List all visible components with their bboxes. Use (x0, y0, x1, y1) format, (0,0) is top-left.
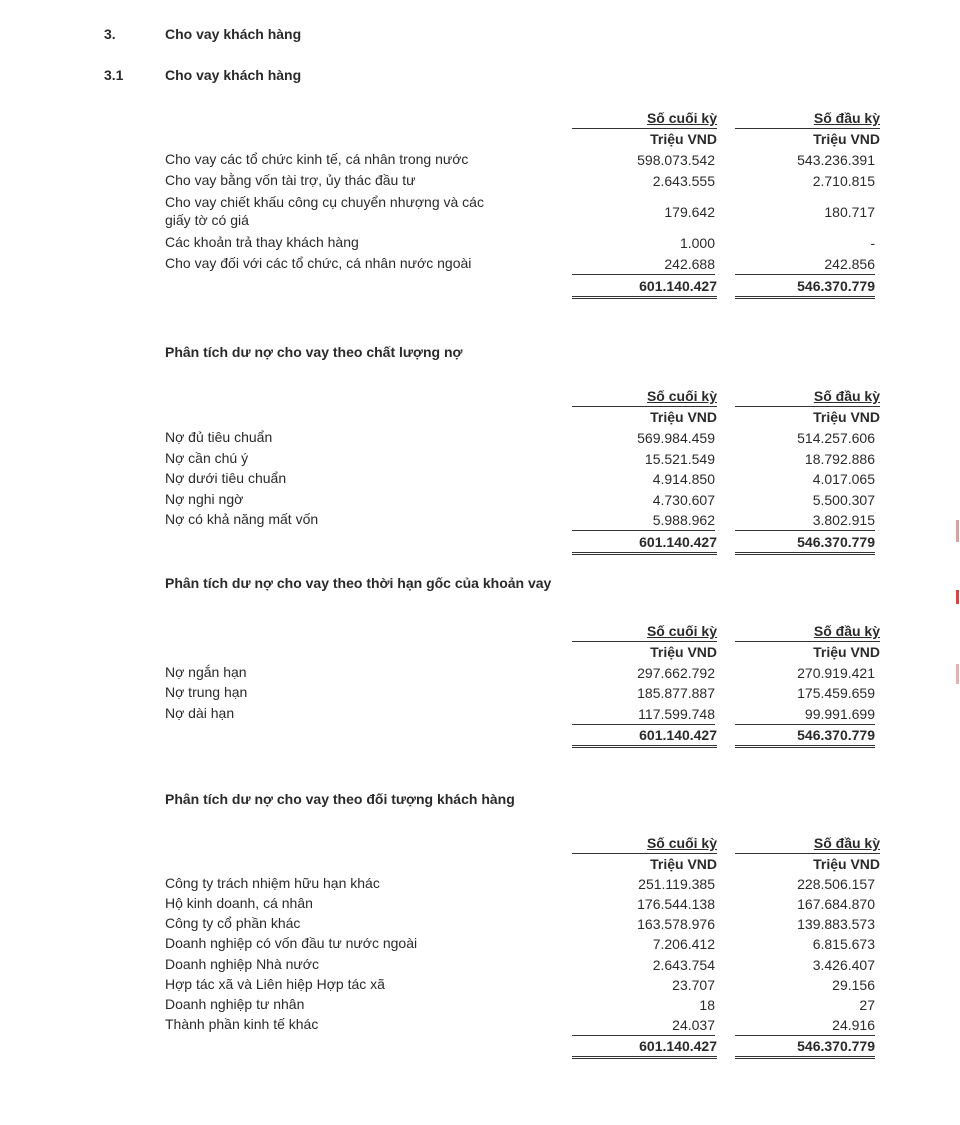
row-value-begin: 99.991.699 (735, 704, 875, 725)
row-label: Doanh nghiệp tư nhân (165, 996, 305, 1012)
row-value-end: 4.730.607 (652, 492, 715, 508)
col-header-end-unit: Triệu VND (572, 641, 717, 662)
col-header-begin-unit: Triệu VND (735, 406, 880, 427)
total-begin: 546.370.779 (735, 276, 875, 299)
row-value-begin: 543.236.391 (797, 152, 875, 168)
col-header-begin-unit: Triệu VND (735, 641, 880, 662)
col-header-end-unit: Triệu VND (572, 406, 717, 427)
row-value-end: 185.877.887 (637, 685, 715, 701)
col-header-begin-label: Số đầu kỳ (813, 835, 880, 851)
quality-title: Phân tích dư nợ cho vay theo chất lượng nợ (165, 344, 463, 360)
row-value-begin: 2.710.815 (812, 173, 875, 189)
row-value-end: 1.000 (679, 235, 715, 251)
subsection-title: Cho vay khách hàng (165, 67, 302, 83)
row-value-end: 23.707 (672, 977, 715, 993)
row-value-begin: 3.802.915 (735, 510, 875, 531)
row-value-begin: 242.856 (735, 254, 875, 275)
row-label: Hợp tác xã và Liên hiệp Hợp tác xã (165, 976, 385, 992)
col-header-end (572, 386, 717, 427)
col-header-end (572, 108, 717, 149)
col-header-end-unit: Triệu VND (572, 128, 717, 149)
col-header-begin-label: Số đầu kỳ (813, 388, 880, 404)
total-end: 601.140.427 (572, 276, 717, 299)
row-value-begin: 3.426.407 (812, 957, 875, 973)
row-value-begin: 6.815.673 (812, 936, 875, 952)
col-header-end-label: Số cuối kỳ (646, 110, 717, 126)
row-label: Nợ dài hạn (165, 705, 235, 721)
row-value-begin: 514.257.606 (797, 430, 875, 446)
term-title: Phân tích dư nợ cho vay theo thời hạn gốc của khoản vay (165, 575, 552, 591)
col-header-begin (735, 833, 880, 874)
col-header-end-unit: Triệu VND (572, 853, 717, 874)
row-value-begin: 5.500.307 (812, 492, 875, 508)
row-value-end: 117.599.748 (572, 704, 715, 725)
scan-mark (956, 590, 959, 604)
total-end: 601.140.427 (572, 532, 717, 555)
total-begin: 546.370.779 (735, 1036, 875, 1059)
subsection-number: 3.1 (104, 67, 124, 83)
scan-mark (956, 664, 959, 684)
col-header-begin (735, 108, 880, 149)
row-value-end: 2.643.754 (652, 957, 715, 973)
row-value-begin: 139.883.573 (797, 916, 875, 932)
row-label: Cho vay các tổ chức kinh tế, cá nhân trong nước (165, 151, 469, 167)
row-label: Các khoản trả thay khách hàng (165, 234, 359, 250)
row-value-end: 18 (699, 997, 715, 1013)
row-label: Công ty cổ phần khác (165, 915, 301, 931)
row-value-begin: 24.916 (735, 1015, 875, 1036)
row-value-end: 251.119.385 (638, 876, 715, 892)
row-value-end: 5.988.962 (572, 510, 715, 531)
row-value-end: 598.073.542 (637, 152, 715, 168)
row-label: Nợ có khả năng mất vốn (165, 511, 319, 527)
row-value-begin: 27 (859, 997, 875, 1013)
row-label: Nợ cần chú ý (165, 450, 249, 466)
row-value-end: 7.206.412 (652, 936, 715, 952)
col-header-begin (735, 621, 880, 662)
row-value-end: 242.688 (572, 254, 715, 275)
row-value-end: 2.643.555 (652, 173, 715, 189)
scan-mark (956, 520, 959, 542)
col-header-end-label: Số cuối kỳ (646, 835, 717, 851)
row-label: Công ty trách nhiệm hữu hạn khác (165, 875, 380, 891)
row-value-begin: 180.717 (824, 204, 875, 220)
row-value-begin: - (870, 235, 875, 251)
row-label: Nợ trung hạn (165, 684, 248, 700)
row-label: Doanh nghiệp có vốn đầu tư nước ngoài (165, 935, 418, 951)
col-header-begin-unit: Triệu VND (735, 128, 880, 149)
row-label: Nợ dưới tiêu chuẩn (165, 470, 287, 486)
row-value-begin: 175.459.659 (797, 685, 875, 701)
row-label: Hộ kinh doanh, cá nhân (165, 895, 313, 911)
customer-title: Phân tích dư nợ cho vay theo đối tượng khách hàng (165, 791, 515, 807)
section-title: Cho vay khách hàng (165, 26, 302, 42)
col-header-end-label: Số cuối kỳ (646, 623, 717, 639)
row-value-begin: 270.919.421 (797, 665, 875, 681)
col-header-begin-label: Số đầu kỳ (813, 110, 880, 126)
total-end: 601.140.427 (572, 725, 717, 748)
row-label: Nợ nghi ngờ (165, 491, 244, 507)
row-value-begin: 167.684.870 (797, 896, 875, 912)
row-value-end: 297.662.792 (637, 665, 715, 681)
row-value-end: 24.037 (572, 1015, 715, 1036)
col-header-begin (735, 386, 880, 427)
row-value-begin: 29.156 (832, 977, 875, 993)
row-label: Cho vay chiết khấu công cụ chuyển nhượng và các giấy tờ có giá (165, 194, 484, 228)
col-header-end (572, 833, 717, 874)
col-header-begin-label: Số đầu kỳ (813, 623, 880, 639)
row-label: Cho vay bằng vốn tài trợ, ủy thác đầu tư (165, 172, 416, 188)
row-label: Doanh nghiệp Nhà nước (165, 956, 319, 972)
col-header-begin-unit: Triệu VND (735, 853, 880, 874)
row-value-end: 176.544.138 (637, 896, 715, 912)
row-label: Cho vay đối với các tổ chức, cá nhân nước ngoài (165, 255, 472, 271)
row-value-end: 15.521.549 (644, 451, 715, 467)
col-header-end-label: Số cuối kỳ (646, 388, 717, 404)
row-value-end: 4.914.850 (652, 471, 715, 487)
total-begin: 546.370.779 (735, 725, 875, 748)
total-begin: 546.370.779 (735, 532, 875, 555)
row-label: Nợ ngắn hạn (165, 664, 247, 680)
row-value-end: 569.984.459 (637, 430, 715, 446)
row-label: Thành phần kinh tế khác (165, 1016, 319, 1032)
row-value-begin: 228.506.157 (797, 876, 875, 892)
row-label: Nợ đủ tiêu chuẩn (165, 429, 273, 445)
row-value-end: 179.642 (664, 204, 715, 220)
row-value-end: 163.578.976 (637, 916, 715, 932)
section-number: 3. (104, 26, 116, 42)
col-header-end (572, 621, 717, 662)
row-value-begin: 18.792.886 (804, 451, 875, 467)
total-end: 601.140.427 (572, 1036, 717, 1059)
row-value-begin: 4.017.065 (812, 471, 875, 487)
